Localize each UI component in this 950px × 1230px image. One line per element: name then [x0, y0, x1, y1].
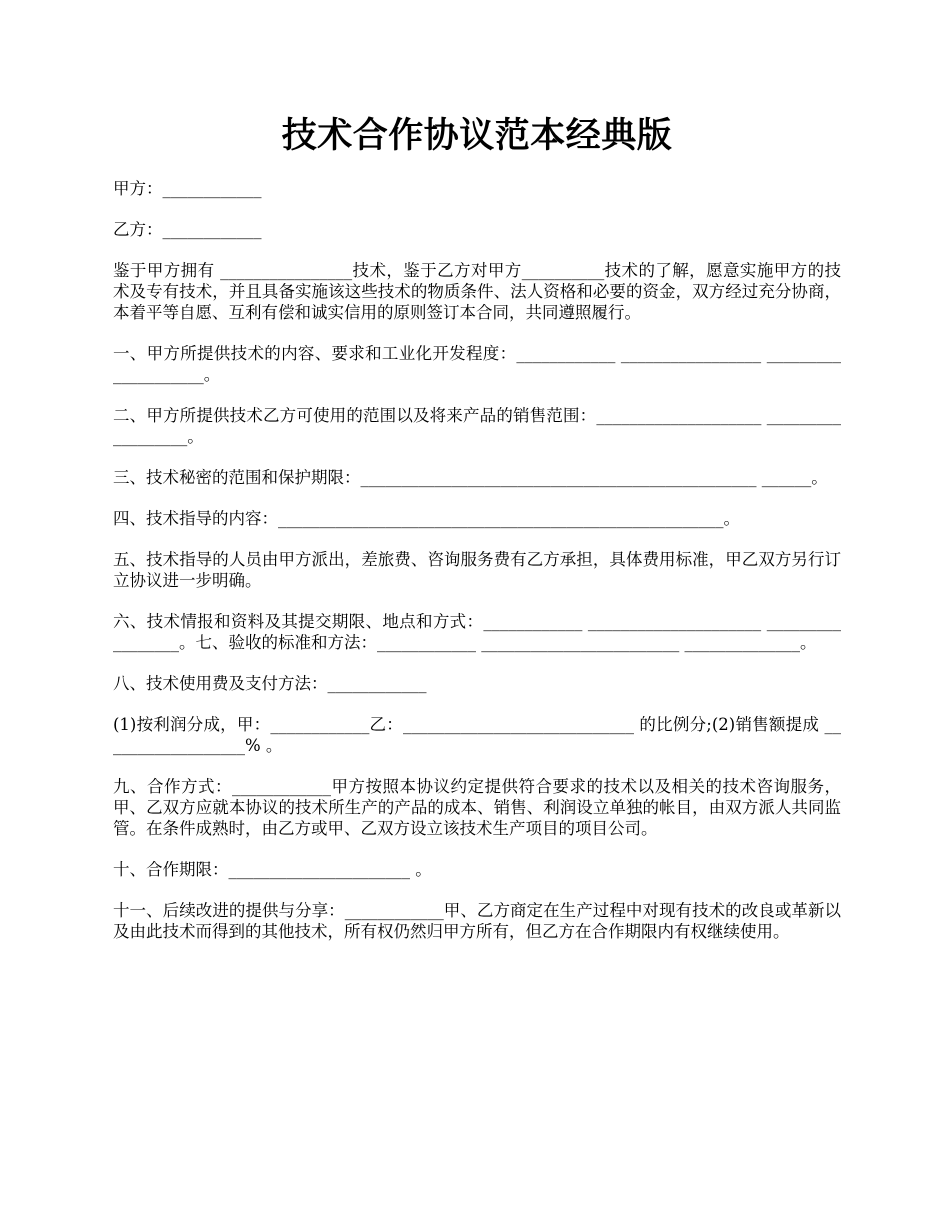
clause-4: 四、技术指导的内容：______________________________________________________。	[113, 509, 740, 528]
clause-10: 十、合作期限：______________________ 。	[113, 860, 432, 879]
clause-9: 九、合作方式：____________甲方按照本协议约定提供符合要求的技术以及相关的技术咨询服务，甲、乙双方应就本协议的技术所生产的产品的成本、销售、利润设立单独的帐目，由双方派人共同监管。在条件成熟时，由乙方或甲、乙双方设立该技术生产项目的项目公司。	[113, 777, 841, 838]
clause-5: 五、技术指导的人员由甲方派出，差旅费、咨询服务费有乙方承担，具体费用标准，甲乙双方另行订立协议进一步明确。	[113, 550, 841, 590]
clause-3: 三、技术秘密的范围和保护期限：________________________________________________ ______。	[113, 468, 828, 487]
party-a-line: 甲方：____________	[113, 179, 262, 198]
document-title: 技术合作协议范本经典版	[281, 116, 673, 156]
clause-8: 八、技术使用费及支付方法：____________	[113, 674, 427, 693]
document-page	[113, 108, 841, 962]
clause-11: 十一、后续改进的提供与分享：____________甲、乙方商定在生产过程中对现有技术的改良或革新以及由此技术而得到的其他技术，所有权仍然归甲方所有，但乙方在合作期限内有权继续使用。	[113, 901, 841, 941]
party-b-line: 乙方：____________	[113, 220, 262, 239]
preamble-paragraph: 鉴于甲方拥有 ________________技术，鉴于乙方对甲方__________技术的了解，愿意实施甲方的技术及专有技术，并且具备实施该这些技术的物质条件、法人资格和必要的资金，双方经过充分协商，本着平等自愿、互利有偿和诚实信用的原则签订本合同，共同遵照履行。	[113, 261, 841, 322]
clause-6-7: 六、技术情报和资料及其提交期限、地点和方式：____________ _____________________ _________________。七、验收的标准和方法：____________ ________________________ ______________。	[113, 612, 841, 652]
clause-2: 二、甲方所提供技术乙方可使用的范围以及将来产品的销售范围：____________________ __________________。	[113, 406, 841, 446]
clause-8-payment-terms: (1)按利润分成，甲：____________乙：____________________________ 的比例分;(2)销售额提成 __________________% 。	[113, 715, 841, 755]
clause-1: 一、甲方所提供技术的内容、要求和工业化开发程度：____________ _________________ ____________________。	[113, 344, 841, 384]
